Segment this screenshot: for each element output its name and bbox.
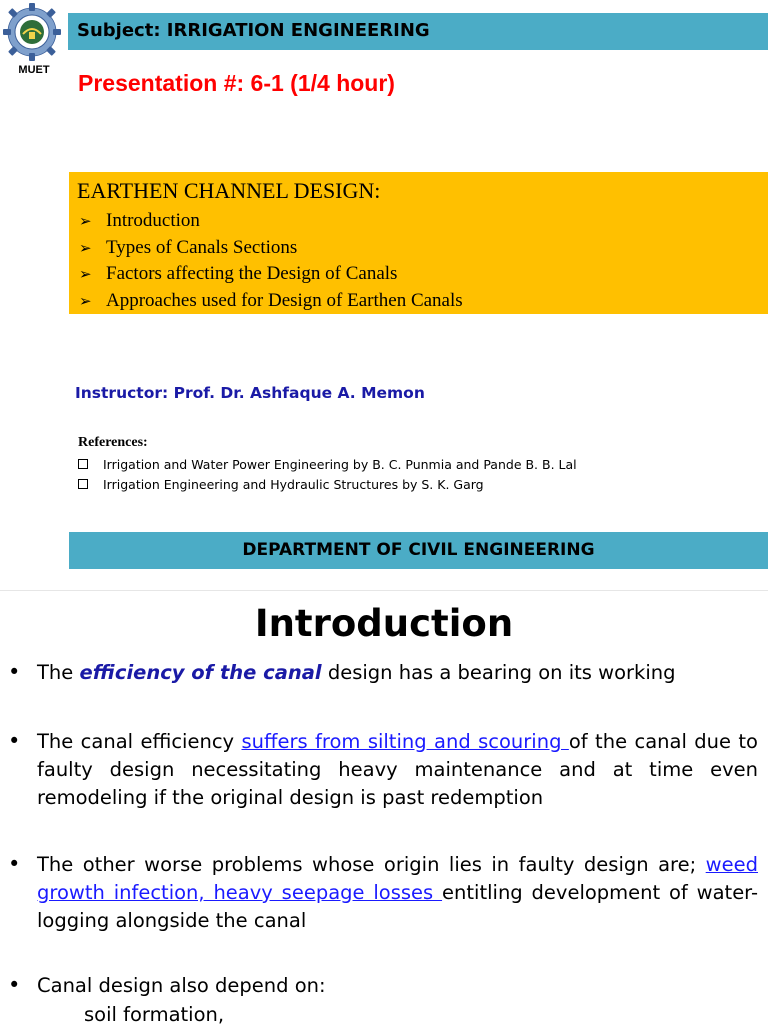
bullet-text xyxy=(37,728,758,812)
reference-item xyxy=(78,455,577,475)
bullet-dot-icon: • xyxy=(8,660,21,684)
bullet-text xyxy=(37,851,758,935)
checkbox-bullet-icon xyxy=(78,479,88,489)
references-list xyxy=(78,455,577,495)
department-banner xyxy=(69,532,768,569)
reference-text: Irrigation Engineering and Hydraulic Structures by S. K. Garg xyxy=(103,477,484,492)
arrow-bullet-icon: ➢ xyxy=(79,212,92,230)
logo-caption: MUET xyxy=(18,64,50,76)
emphasis-text: efficiency of the canal xyxy=(79,661,322,684)
topic-title: EARTHEN CHANNEL DESIGN: xyxy=(77,178,381,203)
presentation-number: Presentation #: 6-1 (1/4 hour) xyxy=(78,70,395,96)
subject-banner xyxy=(68,13,768,50)
bullet-dot-icon: • xyxy=(8,729,21,753)
topic-item-label: Approaches used for Design of Earthen Canals xyxy=(106,289,463,311)
slide-title: Introduction xyxy=(254,602,514,645)
bullet-dot-icon: • xyxy=(8,852,21,876)
bullet-dot-icon: • xyxy=(8,973,21,997)
bullet-text-post: of the canal due to faulty design necessitating heavy maintenance and at time even remodeling if the original design is past redemption xyxy=(37,730,758,809)
arrow-bullet-icon: ➢ xyxy=(79,291,92,310)
topic-list xyxy=(79,208,463,314)
subject-title: Subject: IRRIGATION ENGINEERING xyxy=(77,20,430,41)
arrow-bullet-icon: ➢ xyxy=(79,238,92,257)
bullet-text: Canal design also depend on: xyxy=(37,974,326,997)
bullet-text-post: design has a bearing on its working xyxy=(321,661,676,684)
topic-item xyxy=(79,288,463,315)
reference-item xyxy=(78,475,577,495)
references-title: References: xyxy=(78,435,148,450)
topic-item xyxy=(79,208,463,235)
gear-emblem-icon xyxy=(2,2,62,62)
instructor-name: Instructor: Prof. Dr. Ashfaque A. Memon xyxy=(75,384,425,402)
checkbox-bullet-icon xyxy=(78,459,88,469)
bullet-text-pre: The canal efficiency xyxy=(37,730,242,753)
arrow-bullet-icon: ➢ xyxy=(79,265,92,283)
topic-item-label: Introduction xyxy=(106,210,200,231)
bullet-text xyxy=(37,659,758,687)
hyperlink-text[interactable]: weed growth infection, heavy seepage losses xyxy=(37,853,758,904)
sub-item-text: soil formation, xyxy=(84,1003,225,1026)
department-name: DEPARTMENT OF CIVIL ENGINEERING xyxy=(242,540,595,560)
topic-item-label: Factors affecting the Design of Canals xyxy=(106,263,398,284)
bullet-text-pre: The other worse problems whose origin lies in faulty design are; xyxy=(37,853,706,876)
topic-item xyxy=(79,261,463,288)
bullet-text-post: entitling development of water-logging alongside the canal xyxy=(37,881,758,932)
slide-divider xyxy=(0,590,768,591)
topic-item xyxy=(79,235,463,262)
hyperlink-text[interactable]: suffers from silting and scouring xyxy=(241,730,569,753)
bullet-text-pre: The xyxy=(37,661,80,684)
reference-text: Irrigation and Water Power Engineering by B. C. Punmia and Pande B. B. Lal xyxy=(103,457,577,472)
muet-logo xyxy=(2,2,62,62)
topic-item-label: Types of Canals Sections xyxy=(106,236,298,258)
topic-box xyxy=(69,172,768,314)
